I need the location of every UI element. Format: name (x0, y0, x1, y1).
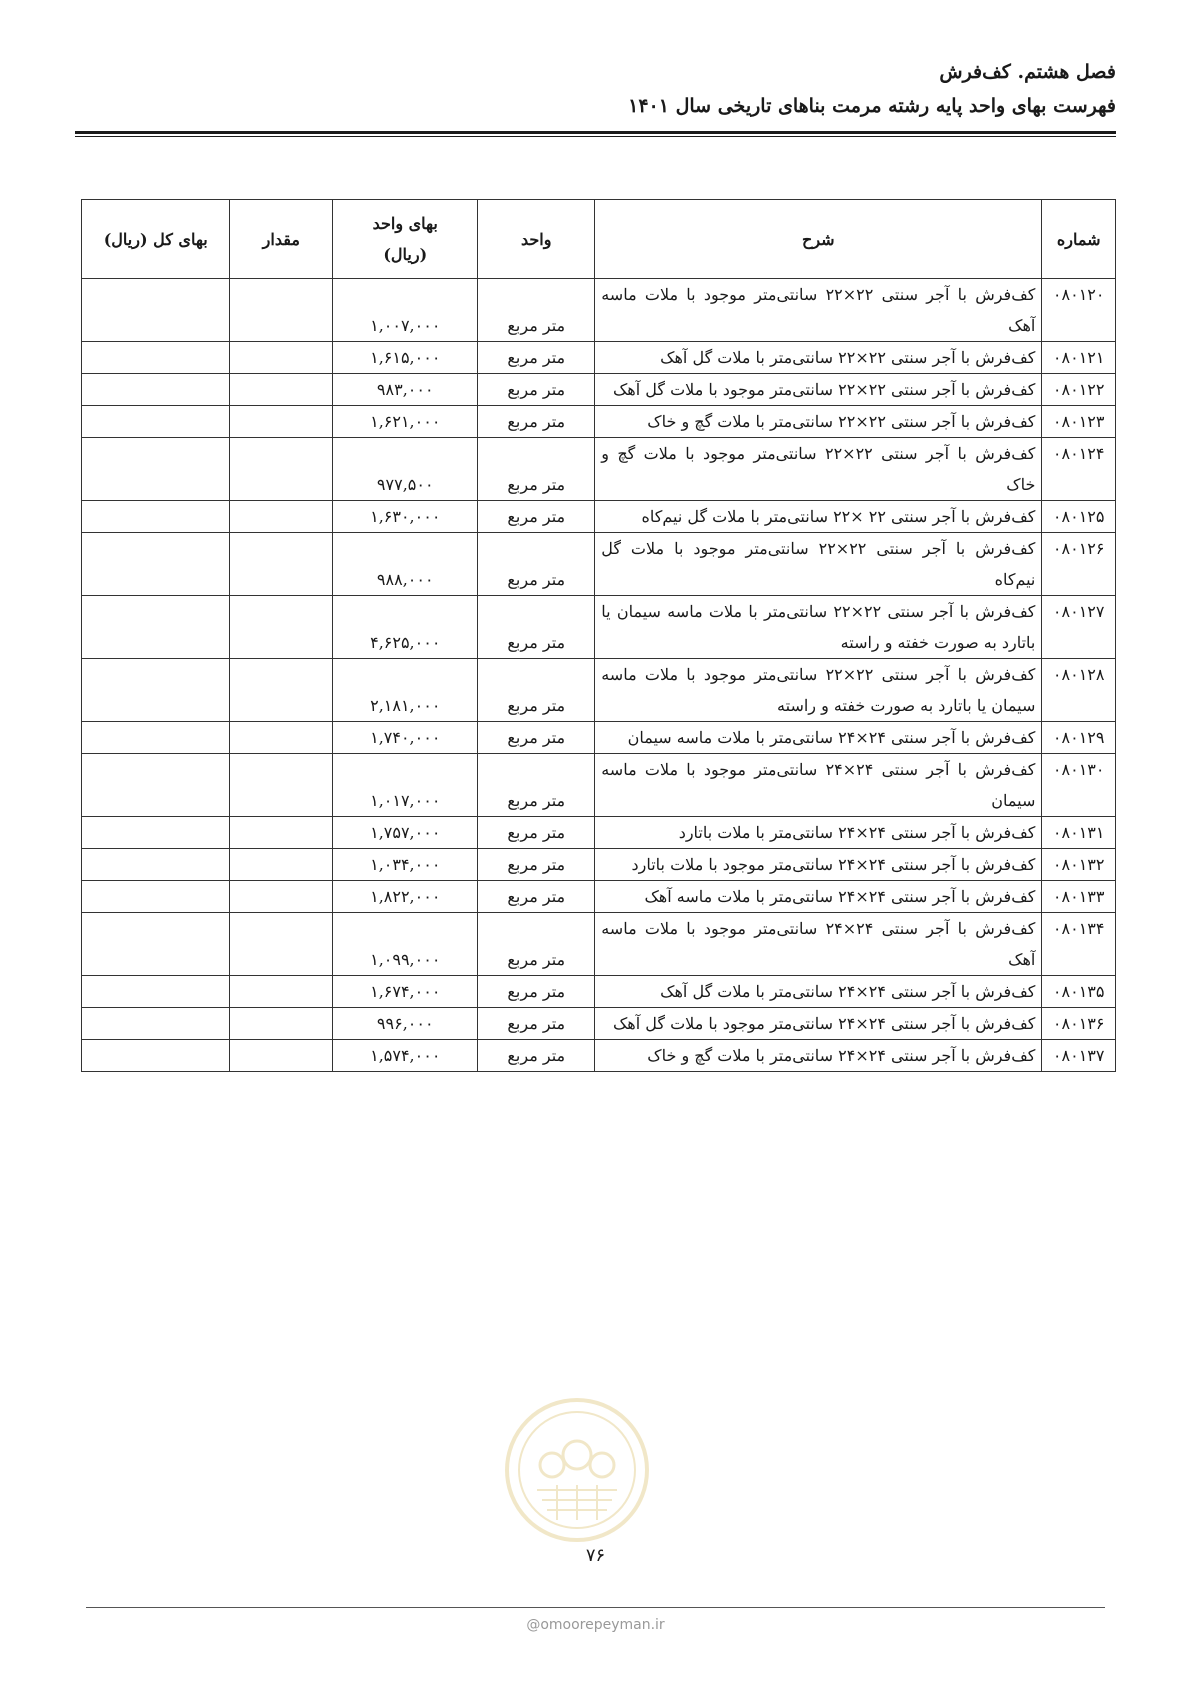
row-unit: متر مربع (478, 596, 595, 659)
row-total (82, 1008, 230, 1040)
row-code: ۰۸۰۱۳۱ (1042, 817, 1116, 849)
row-quantity (230, 501, 333, 533)
row-description: کف‌فرش با آجر سنتی ۲۲×۲۲ سانتی‌متر موجود با ملات ماسه سیمان یا باتارد به صورت خفته و راسته (595, 659, 1042, 722)
table-row (82, 817, 1116, 849)
row-unit: متر مربع (478, 438, 595, 501)
row-quantity (230, 659, 333, 722)
row-unit: متر مربع (478, 754, 595, 817)
row-description: کف‌فرش با آجر سنتی ۲۴×۲۴ سانتی‌متر با ملات ماسه آهک (595, 881, 1042, 913)
row-quantity (230, 533, 333, 596)
row-description: کف‌فرش با آجر سنتی ۲۴×۲۴ سانتی‌متر موجود با ملات گل آهک (595, 1008, 1042, 1040)
table-row (82, 849, 1116, 881)
table-row (82, 596, 1116, 659)
row-unit-price: ۹۷۷,۵۰۰ (333, 438, 478, 501)
row-total (82, 881, 230, 913)
row-unit-price: ۱,۰۳۴,۰۰۰ (333, 849, 478, 881)
row-description: کف‌فرش با آجر سنتی ۲۲×۲۲ سانتی‌متر با ملات گل آهک (595, 342, 1042, 374)
row-unit-price: ۱,۷۵۷,۰۰۰ (333, 817, 478, 849)
row-unit-price: ۱,۶۳۰,۰۰۰ (333, 501, 478, 533)
row-unit-price: ۱,۶۲۱,۰۰۰ (333, 406, 478, 438)
table-row (82, 501, 1116, 533)
row-code: ۰۸۰۱۲۰ (1042, 279, 1116, 342)
column-header-total: بهای کل (ریال) (82, 200, 230, 279)
page-header (75, 55, 1116, 123)
row-unit: متر مربع (478, 342, 595, 374)
row-unit-price: ۱,۰۱۷,۰۰۰ (333, 754, 478, 817)
row-unit-price: ۱,۰۰۷,۰۰۰ (333, 279, 478, 342)
row-code: ۰۸۰۱۳۴ (1042, 913, 1116, 976)
row-total (82, 501, 230, 533)
row-description: کف‌فرش با آجر سنتی ۲۴×۲۴ سانتی‌متر با ملات گل آهک (595, 976, 1042, 1008)
row-code: ۰۸۰۱۲۴ (1042, 438, 1116, 501)
table-row (82, 438, 1116, 501)
row-quantity (230, 722, 333, 754)
row-code: ۰۸۰۱۲۸ (1042, 659, 1116, 722)
footer-rule (86, 1607, 1105, 1608)
row-total (82, 659, 230, 722)
row-description: کف‌فرش با آجر سنتی ۲۴×۲۴ سانتی‌متر موجود با ملات ماسه آهک (595, 913, 1042, 976)
row-unit: متر مربع (478, 533, 595, 596)
row-unit: متر مربع (478, 659, 595, 722)
row-description: کف‌فرش با آجر سنتی ۲۴×۲۴ سانتی‌متر با ملات گچ و خاک (595, 1040, 1042, 1072)
document-subtitle: فهرست بهای واحد پایه رشته مرمت بناهای تاریخی سال ۱۴۰۱ (628, 95, 1116, 117)
row-quantity (230, 1008, 333, 1040)
row-unit: متر مربع (478, 279, 595, 342)
row-code: ۰۸۰۱۳۰ (1042, 754, 1116, 817)
row-unit: متر مربع (478, 913, 595, 976)
row-unit-price: ۱,۵۷۴,۰۰۰ (333, 1040, 478, 1072)
row-total (82, 596, 230, 659)
column-header-unit-price (333, 200, 478, 279)
row-description: کف‌فرش با آجر سنتی ۲۴×۲۴ سانتی‌متر با ملات ماسه سیمان (595, 722, 1042, 754)
page-number: ۷۶ (585, 1545, 606, 1566)
seal-logo-icon (502, 1395, 652, 1545)
chapter-title: فصل هشتم. کف‌فرش (939, 61, 1116, 83)
price-table (81, 199, 1116, 1072)
table-row (82, 881, 1116, 913)
row-description: کف‌فرش با آجر سنتی ۲۲ ×۲۲ سانتی‌متر با ملات گل نیم‌کاه (595, 501, 1042, 533)
row-quantity (230, 817, 333, 849)
unit-price-header-line2: (ریال) (383, 245, 428, 264)
row-unit: متر مربع (478, 501, 595, 533)
row-quantity (230, 913, 333, 976)
row-quantity (230, 881, 333, 913)
row-description: کف‌فرش با آجر سنتی ۲۲×۲۲ سانتی‌متر موجود با ملات گل آهک (595, 374, 1042, 406)
row-quantity (230, 596, 333, 659)
column-header-unit: واحد (478, 200, 595, 279)
row-quantity (230, 849, 333, 881)
table-row (82, 913, 1116, 976)
column-header-quantity: مقدار (230, 200, 333, 279)
table-row (82, 1008, 1116, 1040)
row-unit-price: ۱,۸۲۲,۰۰۰ (333, 881, 478, 913)
row-code: ۰۸۰۱۲۲ (1042, 374, 1116, 406)
row-code: ۰۸۰۱۲۹ (1042, 722, 1116, 754)
row-quantity (230, 1040, 333, 1072)
row-unit: متر مربع (478, 817, 595, 849)
row-unit: متر مربع (478, 1040, 595, 1072)
row-total (82, 817, 230, 849)
row-unit: متر مربع (478, 881, 595, 913)
row-total (82, 374, 230, 406)
row-unit: متر مربع (478, 849, 595, 881)
row-quantity (230, 406, 333, 438)
row-unit-price: ۱,۷۴۰,۰۰۰ (333, 722, 478, 754)
row-unit: متر مربع (478, 1008, 595, 1040)
header-rule-thick (75, 131, 1116, 134)
table-row (82, 342, 1116, 374)
row-unit: متر مربع (478, 374, 595, 406)
row-total (82, 849, 230, 881)
table-row (82, 722, 1116, 754)
row-unit-price: ۱,۰۹۹,۰۰۰ (333, 913, 478, 976)
table-row (82, 279, 1116, 342)
row-unit-price: ۹۹۶,۰۰۰ (333, 1008, 478, 1040)
row-quantity (230, 754, 333, 817)
row-quantity (230, 342, 333, 374)
row-unit: متر مربع (478, 976, 595, 1008)
row-code: ۰۸۰۱۲۶ (1042, 533, 1116, 596)
row-unit-price: ۱,۶۷۴,۰۰۰ (333, 976, 478, 1008)
column-header-description: شرح (595, 200, 1042, 279)
row-code: ۰۸۰۱۲۷ (1042, 596, 1116, 659)
row-description: کف‌فرش با آجر سنتی ۲۴×۲۴ سانتی‌متر با ملات باتارد (595, 817, 1042, 849)
row-total (82, 438, 230, 501)
table-row (82, 374, 1116, 406)
row-quantity (230, 438, 333, 501)
row-description: کف‌فرش با آجر سنتی ۲۲×۲۲ سانتی‌متر موجود با ملات گل نیم‌کاه (595, 533, 1042, 596)
row-code: ۰۸۰۱۳۲ (1042, 849, 1116, 881)
row-description: کف‌فرش با آجر سنتی ۲۲×۲۲ سانتی‌متر موجود با ملات گچ و خاک (595, 438, 1042, 501)
row-total (82, 754, 230, 817)
row-total (82, 342, 230, 374)
row-code: ۰۸۰۱۲۳ (1042, 406, 1116, 438)
row-unit-price: ۲,۱۸۱,۰۰۰ (333, 659, 478, 722)
row-description: کف‌فرش با آجر سنتی ۲۲×۲۲ سانتی‌متر با ملات گچ و خاک (595, 406, 1042, 438)
row-total (82, 913, 230, 976)
row-total (82, 976, 230, 1008)
table-row (82, 976, 1116, 1008)
row-quantity (230, 976, 333, 1008)
table-header-row (82, 200, 1116, 279)
row-unit: متر مربع (478, 406, 595, 438)
row-total (82, 279, 230, 342)
watermark-text: @omoorepeyman.ir (526, 1617, 665, 1633)
row-unit-price: ۱,۶۱۵,۰۰۰ (333, 342, 478, 374)
row-total (82, 533, 230, 596)
row-unit: متر مربع (478, 722, 595, 754)
row-code: ۰۸۰۱۲۵ (1042, 501, 1116, 533)
row-unit-price: ۹۸۳,۰۰۰ (333, 374, 478, 406)
table-row (82, 533, 1116, 596)
row-unit-price: ۴,۶۲۵,۰۰۰ (333, 596, 478, 659)
column-header-code: شماره (1042, 200, 1116, 279)
row-code: ۰۸۰۱۳۷ (1042, 1040, 1116, 1072)
row-total (82, 406, 230, 438)
table-row (82, 659, 1116, 722)
row-total (82, 722, 230, 754)
row-quantity (230, 279, 333, 342)
row-code: ۰۸۰۱۳۳ (1042, 881, 1116, 913)
row-code: ۰۸۰۱۳۵ (1042, 976, 1116, 1008)
header-rule-thin (75, 136, 1116, 137)
row-code: ۰۸۰۱۲۱ (1042, 342, 1116, 374)
table-row (82, 1040, 1116, 1072)
row-description: کف‌فرش با آجر سنتی ۲۴×۲۴ سانتی‌متر موجود با ملات باتارد (595, 849, 1042, 881)
table-row (82, 754, 1116, 817)
row-quantity (230, 374, 333, 406)
row-code: ۰۸۰۱۳۶ (1042, 1008, 1116, 1040)
row-total (82, 1040, 230, 1072)
unit-price-header-line1: بهای واحد (372, 214, 438, 233)
row-unit-price: ۹۸۸,۰۰۰ (333, 533, 478, 596)
row-description: کف‌فرش با آجر سنتی ۲۲×۲۲ سانتی‌متر با ملات ماسه سیمان یا باتارد به صورت خفته و راسته (595, 596, 1042, 659)
row-description: کف‌فرش با آجر سنتی ۲۴×۲۴ سانتی‌متر موجود با ملات ماسه سیمان (595, 754, 1042, 817)
row-description: کف‌فرش با آجر سنتی ۲۲×۲۲ سانتی‌متر موجود با ملات ماسه آهک (595, 279, 1042, 342)
table-row (82, 406, 1116, 438)
table-body (82, 279, 1116, 1072)
